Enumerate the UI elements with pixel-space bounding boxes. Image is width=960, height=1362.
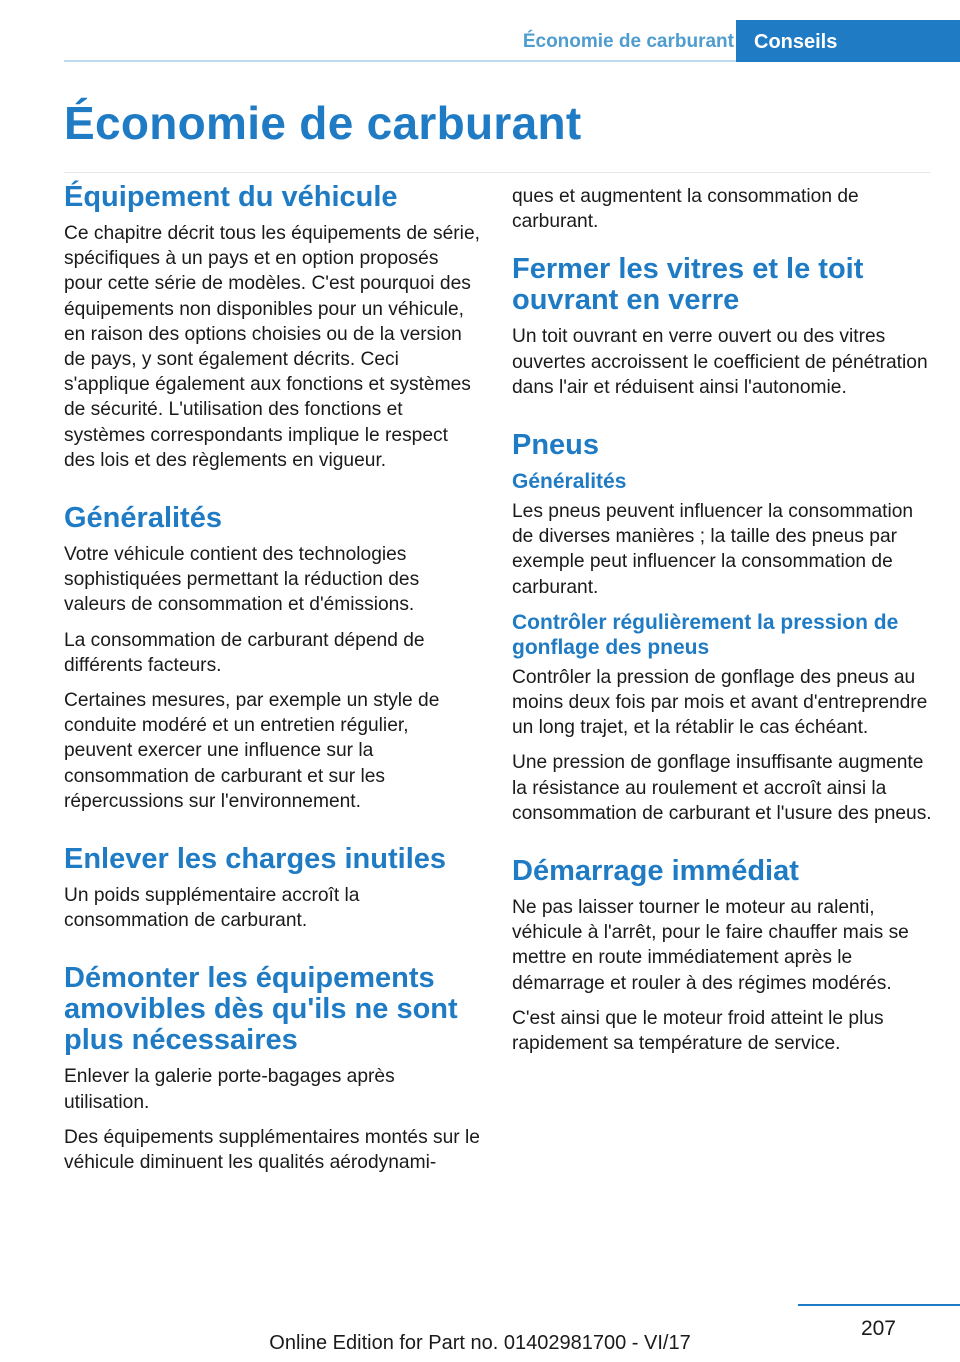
- paragraph-vitres: Un toit ouvrant en verre ouvert ou des vitres ouvertes accroissent le coefficient de pénétration dans l'air et réduisent ainsi l'autonomie.: [512, 326, 928, 398]
- left-column: [64, 182, 480, 1185]
- page-header: [64, 20, 960, 62]
- header-divider: [64, 60, 736, 62]
- footer-edition-text: Online Edition for Part no. 01402981700 - VI/17: [269, 1332, 691, 1354]
- heading-vitres: Fermer les vitres et le toit ouvrant en verre: [512, 253, 864, 317]
- paragraph-generalites-3: Certaines mesures, par exemple un style de conduite modéré et un entretien régulier, peuvent exercer une influence sur la consommation de carburant et sur les répercussions sur l'environnement.: [64, 690, 440, 812]
- paragraph-pneus-3: Une pression de gonflage insuffisante augmente la résistance au roulement et accroît ainsi la consommation de carburant et l'usure des pneus.: [512, 752, 932, 824]
- heading-equipement: Équipement du véhicule: [64, 181, 398, 213]
- heading-pneus: Pneus: [512, 429, 600, 462]
- paragraph-demarrage-1: Ne pas laisser tourner le moteur au ralenti, véhicule à l'arrêt, pour le faire chauffer mais se mettre en route immédiatement après le démarrage et rouler à des régimes modérés.: [512, 897, 909, 994]
- paragraph-pneus-2: Contrôler la pression de gonflage des pneus au moins deux fois par mois et avant d'entreprendre un long trajet, et la rétablir le cas échéant.: [512, 666, 928, 739]
- paragraph-demarrage-2: C'est ainsi que le moteur froid atteint le plus rapidement sa température de service.: [512, 1007, 884, 1055]
- header-section-title: Économie de carburant: [522, 31, 734, 52]
- heading-generalites: Généralités: [64, 502, 222, 535]
- footer-divider: [798, 1304, 960, 1306]
- paragraph-demonter-1: Enlever la galerie porte-bagages après utilisation.: [64, 1066, 395, 1113]
- subheading-pneus-generalites: Généralités: [512, 470, 627, 494]
- subheading-pression: Contrôler régulièrement la pression de gonflage des pneus: [512, 610, 899, 659]
- paragraph-continuation: ques et augmentent la consommation de carburant.: [512, 186, 859, 233]
- heading-demonter: Démonter les équipements amovibles dès qu'ils ne sont plus nécessaires: [64, 962, 458, 1057]
- paragraph-demonter-2: Des équipements supplémentaires montés sur le véhicule diminuent les qualités aérodynami-: [64, 1126, 480, 1174]
- paragraph-generalites-1: Votre véhicule contient des technologies sophistiquées permettant la réduction des valeurs de consommation et d'émissions.: [64, 544, 420, 616]
- paragraph-charges: Un poids supplémentaire accroît la consommation de carburant.: [64, 885, 360, 932]
- page-number: 207: [860, 1317, 896, 1340]
- paragraph-pneus-1: Les pneus peuvent influencer la consommation de diverses manières ; la taille des pneus par exemple peut influencer la consommation de carburant.: [512, 501, 914, 598]
- header-chapter-tab: Conseils: [736, 20, 960, 62]
- paragraph-generalites-2: La consommation de carburant dépend de différents facteurs.: [64, 629, 425, 676]
- heading-charges: Enlever les charges inutiles: [64, 843, 447, 876]
- page-title: Économie de carburant: [64, 97, 582, 149]
- heading-demarrage: Démarrage immédiat: [512, 855, 799, 888]
- title-divider: [64, 172, 930, 173]
- right-column: [512, 184, 932, 1066]
- paragraph-equipement: Ce chapitre décrit tous les équipements de série, spécifiques à un pays et en option proposés pour cette série de modèles. C'est pourquoi des équipements non disponibles pour un véhicule, en raison des options choisies ou de la version de pays, y sont également décrits. Ceci s'applique également aux fonctions et systèmes de sécurité. L'utilisation des fonctions et systèmes correspondants implique le respect des lois et des règlements en vigueur.: [64, 223, 480, 471]
